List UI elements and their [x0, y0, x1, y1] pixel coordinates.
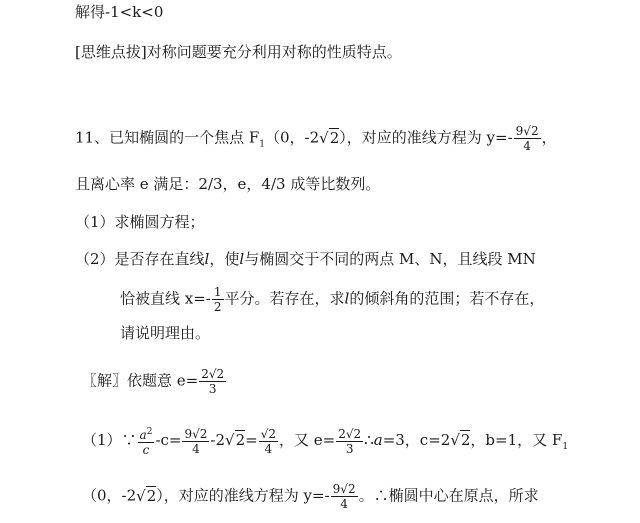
fraction: $\frac{√2}{4}$ — [260, 426, 277, 456]
answer-text: （1）∵ — [82, 431, 137, 449]
question-2-line-2 — [120, 285, 544, 314]
question-text: （1）求椭圆方程； — [75, 213, 205, 231]
question-text: 与椭圆交于不同的两点 M、N，且线段 MN — [244, 250, 536, 268]
question-2-line-3 — [120, 323, 210, 343]
solution-text: 解得-1<k<0 — [75, 3, 164, 21]
question-text: 请说明理由。 — [120, 324, 211, 342]
tip-line — [75, 42, 402, 62]
fraction: $\frac{2√2}{3}$ — [201, 367, 225, 396]
problem-text: （0，-2 — [265, 128, 320, 147]
sqrt-expression: √2 — [136, 486, 157, 505]
question-text: 的倾斜角的范围；若不存在， — [349, 289, 545, 308]
fraction: $\frac{9√2}{4}$ — [184, 426, 208, 456]
problem-text: 且离心率 e 满足：2/3，e，4/3 成等比数列。 — [75, 175, 381, 193]
problem-text: ， — [541, 128, 557, 147]
line-symbol: l — [344, 289, 350, 308]
fraction: $\frac{2√2}{3}$ — [338, 426, 362, 456]
fraction: $\frac{9√2}{4}$ — [332, 482, 356, 511]
question-2-line — [75, 249, 536, 269]
question-text: （2）是否存在直线 — [75, 250, 205, 268]
answer-step-1-line — [82, 425, 568, 457]
problem-condition-line — [75, 174, 380, 194]
answer-text: 〖解〗依题意 e= — [82, 371, 199, 390]
question-text: 平分。若存在，求 — [224, 289, 345, 308]
answer-text: =3，c=2 — [382, 431, 451, 449]
answer-text: 。∴椭圆中心在原点，所求 — [358, 486, 539, 505]
problem-text: ），对应的准线方程为 y=- — [339, 128, 513, 147]
answer-text: ，又 e= — [279, 431, 336, 449]
fraction: $\frac{1}{2}$ — [213, 285, 222, 314]
sqrt-expression: √2 — [319, 128, 340, 147]
fraction: $\frac{9√2}{4}$ — [515, 124, 539, 153]
subscript: 1 — [259, 139, 265, 150]
question-text: ，使 — [209, 250, 240, 268]
question-text: 恰被直线 x=- — [120, 289, 211, 308]
sqrt-expression: √2 — [225, 431, 246, 449]
tip-text: [思维点拔]对称问题要充分利用对称的性质特点。 — [75, 43, 402, 61]
answer-text: ，b=1，又 F — [470, 431, 563, 449]
answer-intro-line — [82, 367, 227, 396]
solution-line — [75, 2, 163, 22]
line-symbol: l — [239, 250, 245, 268]
fraction: $\frac{a^2}{c}$ — [139, 427, 153, 457]
answer-text: -2 — [210, 431, 226, 449]
line-symbol: l — [204, 250, 210, 268]
answer-text: ∴ — [364, 431, 374, 449]
answer-text: （0，-2 — [82, 486, 137, 505]
subscript: 1 — [562, 442, 569, 452]
answer-step-1-line-2 — [82, 482, 539, 511]
answer-text: ），对应的准线方程为 y=- — [156, 486, 330, 505]
question-1-line — [75, 212, 205, 232]
problem-text: 11、已知椭圆的一个焦点 F — [75, 128, 260, 147]
sqrt-expression: √2 — [450, 431, 471, 449]
answer-text: -c= — [155, 431, 182, 449]
variable: a — [373, 431, 383, 449]
answer-text: = — [245, 431, 258, 449]
problem-11-line — [75, 124, 557, 155]
